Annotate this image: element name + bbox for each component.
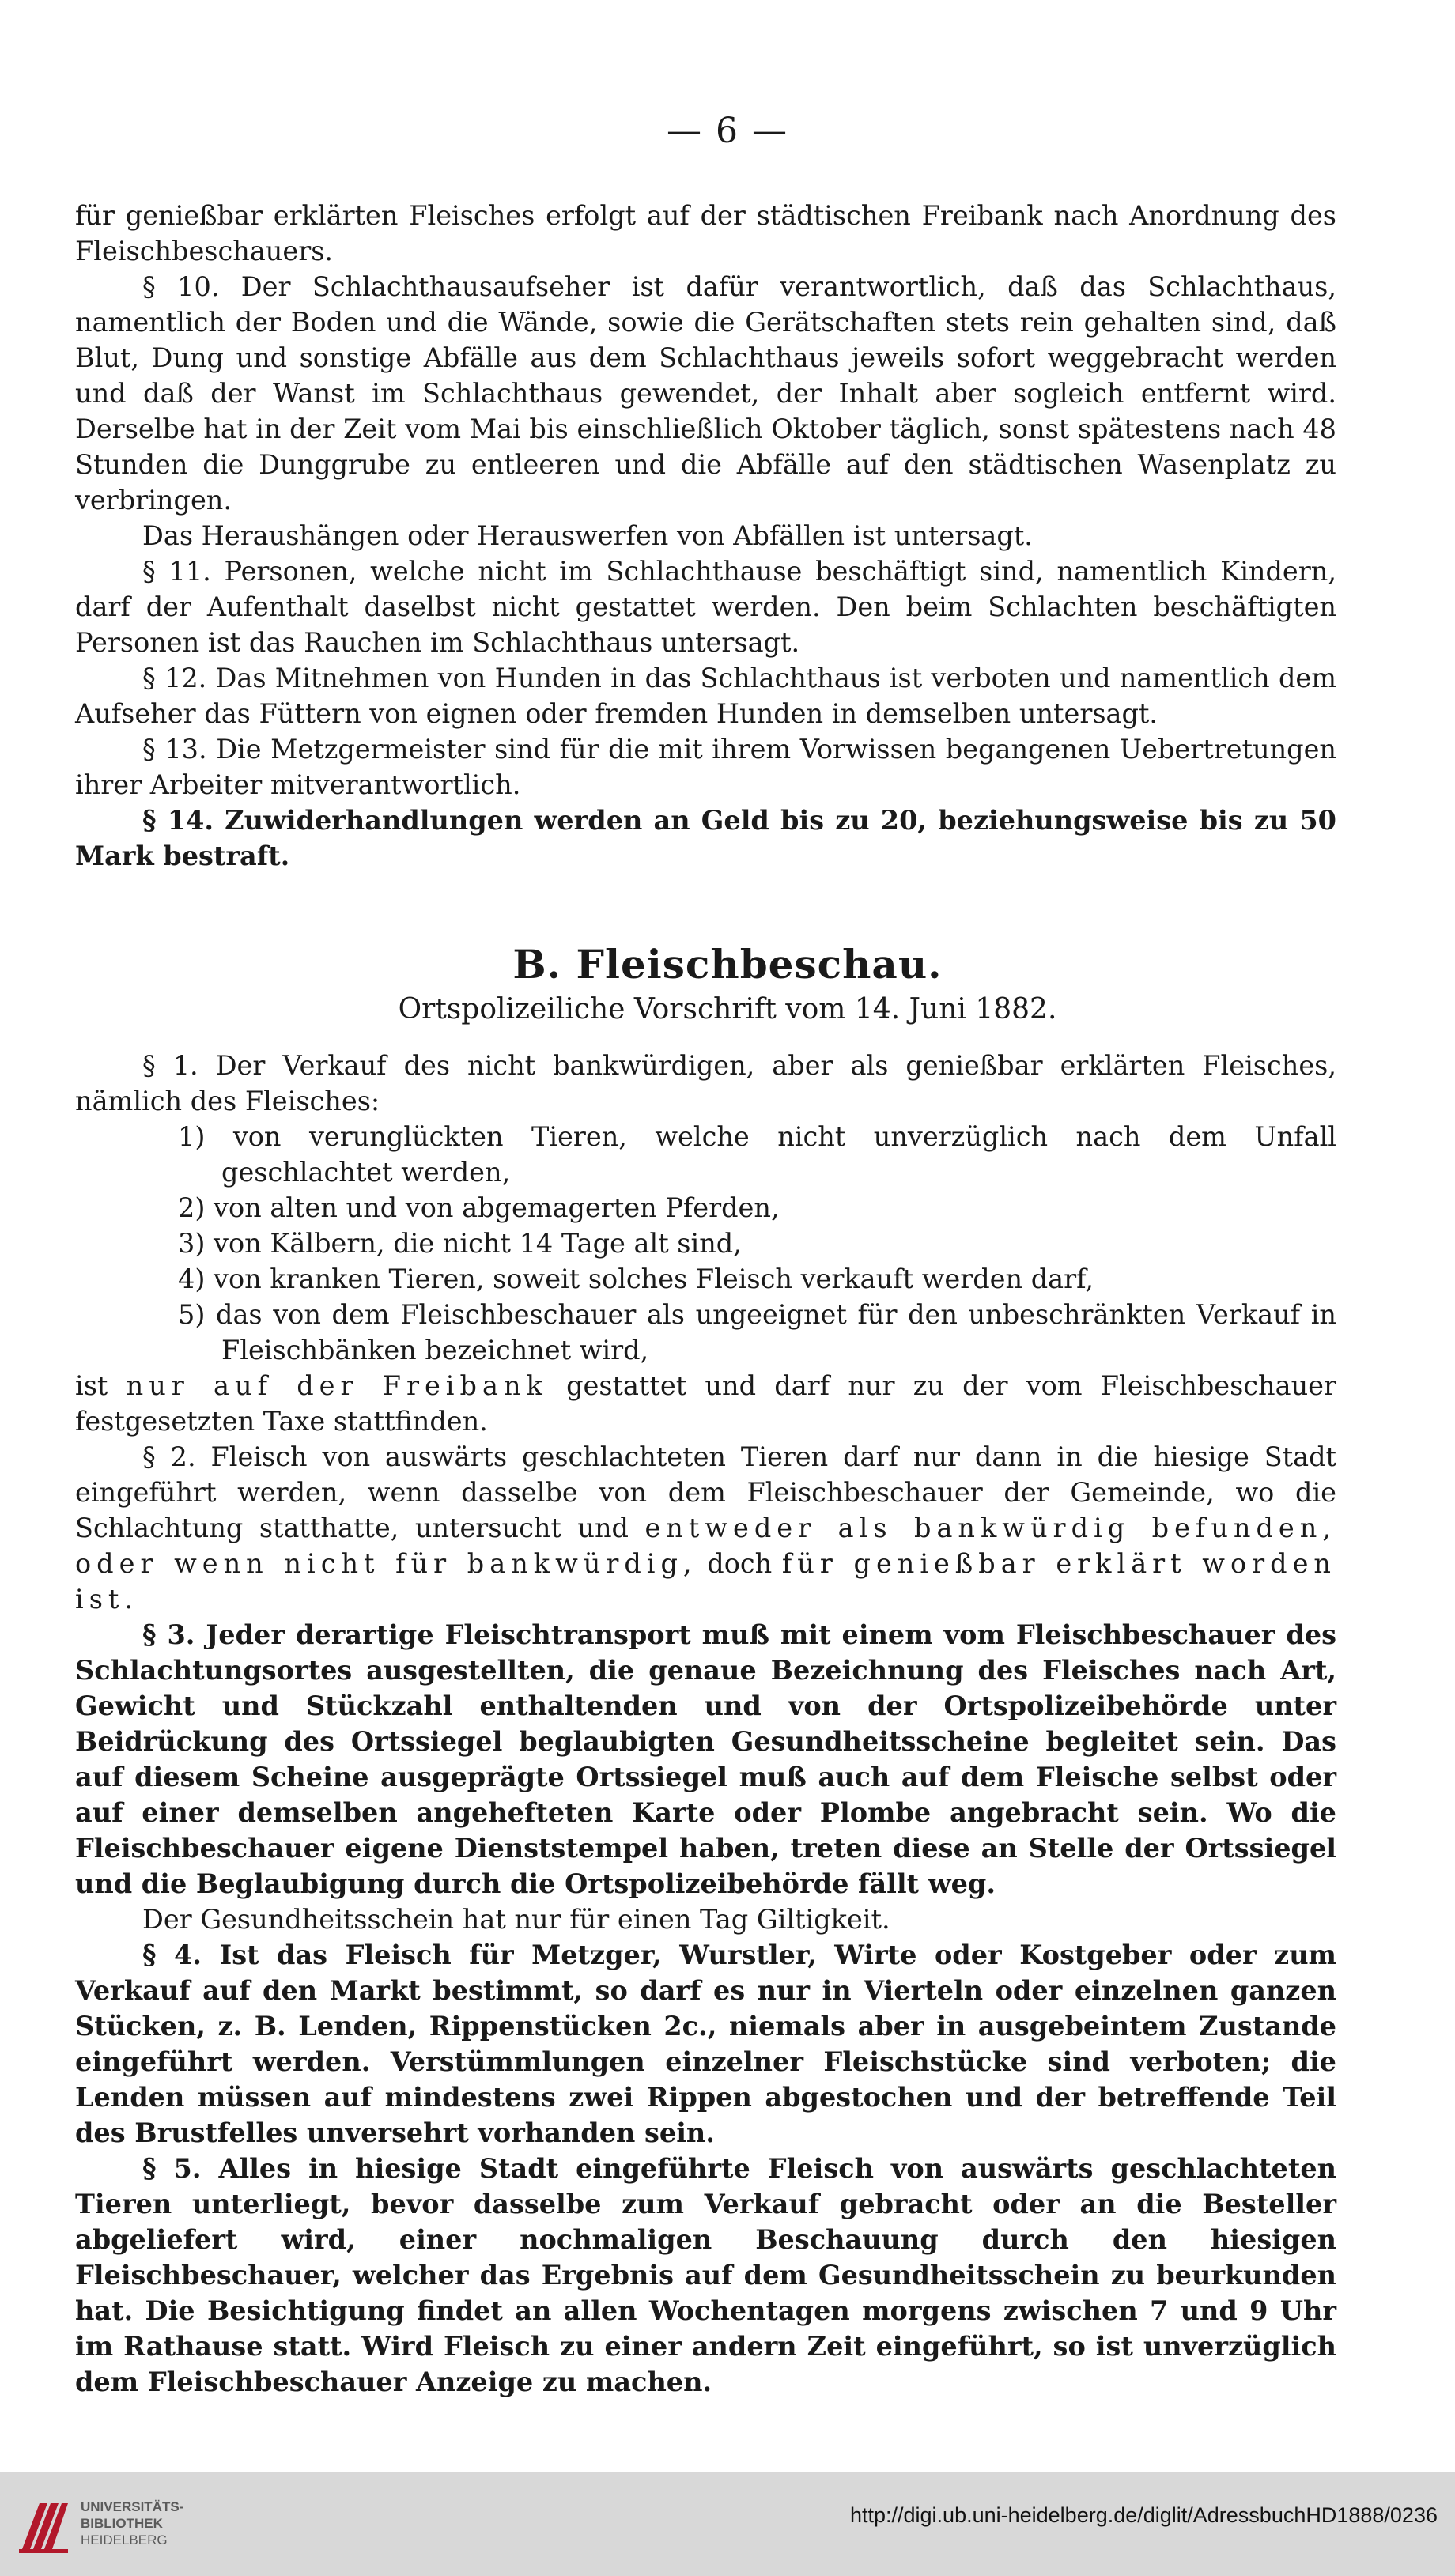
library-name-line: HEIDELBERG <box>81 2533 168 2548</box>
paragraph-b3-b: Der Gesundheitsschein hat nur für einen Tag Giltigkeit. <box>142 1904 890 1935</box>
library-logo-icon <box>16 2494 71 2557</box>
library-name-line: BIBLIOTHEK <box>81 2516 163 2531</box>
paragraph-b2 <box>75 1439 1336 1617</box>
section-b-body <box>75 1048 1336 2400</box>
top-section <box>75 198 1336 874</box>
paragraph-b3: § 3. Jeder derartige Fleischtransport muß mit einem vom Fleischbeschauer des Schlachtungsortes ausgestellten, die genaue Bezeichnung des Fleisches nach Art, Gewicht und Stückzahl enthaltenden und von der Ortspolizeibehörde unter Beidrückung des Ortssiegel beglaubigten Gesundheitsscheine begleitet sein. Das auf diesem Scheine ausgeprägte Ortssiegel muß auch auf dem Fleische selbst oder auf einer demselben angehefteten Karte oder Plombe angebracht sein. Wo die Fleischbeschauer eigene Dienststempel haben, treten diese an Stelle der Ortssiegel und die Beglaubigung durch die Ortspolizeibehörde fällt weg. <box>75 1619 1336 1899</box>
text-run: doch <box>707 1548 773 1579</box>
paragraph-b4: § 4. Ist das Fleisch für Metzger, Wurstler, Wirte oder Kostgeber oder zum Verkauf auf den Markt bestimmt, so darf es nur in Vierteln oder einzelnen ganzen Stücken, z. B. Lenden, Rippenstücken 2c., niemals aber in ausgebeintem Zustande eingeführt werden. Verstümmlungen einzelner Fleischstücke sind verboten; die Lenden müssen auf mindestens zwei Rippen abgestochen und der betreffende Teil des Brustfelles unversehrt vorhanden sein. <box>75 1940 1336 2148</box>
page-number: — 6 — <box>667 111 788 151</box>
paragraph-b1-intro: § 1. Der Verkauf des nicht bankwürdigen, aber als genießbar erklärten Fleisches, nämlich des Fleisches: <box>75 1050 1336 1116</box>
text-run-spaced: entweder als bankwürdig befunden, oder wenn nicht für bankwürdig, <box>75 1513 1336 1579</box>
paragraph-s11: § 11. Personen, welche nicht im Schlachthause beschäftigt sind, namentlich Kindern, darf der Aufenthalt daselbst nicht gestattet werden. Den beim Schlachten beschäftigten Personen ist das Rauchen im Schlachthaus untersagt. <box>75 556 1336 658</box>
text-run: gestattet und darf nur zu der vom Fleischbeschauer festgesetzten Taxe stattfinden. <box>75 1370 1337 1437</box>
paragraph-b5: § 5. Alles in hiesige Stadt eingeführte Fleisch von auswärts geschlachteten Tieren unterliegt, bevor dasselbe zum Verkauf gebracht oder an die Besteller abgeliefert wird, einer nochmaligen Beschauung durch den hiesigen Fleischbeschauer, welcher das Ergebnis auf dem Gesundheitsschein zu beurkunden hat. Die Besichtigung findet an allen Wochentagen morgens zwischen 7 und 9 Uhr im Rathause statt. Wird Fleisch zu einer andern Zeit eingeführt, so ist unverzüglich dem Fleischbeschauer Anzeige zu machen. <box>75 2153 1336 2397</box>
text-run-spaced: nur auf der Freibank <box>126 1370 548 1401</box>
text-run-spaced: für genießbar erklärt worden ist. <box>75 1548 1336 1615</box>
paragraph-s10-b: Das Heraushängen oder Herauswerfen von Abfällen ist untersagt. <box>142 520 1033 551</box>
list-item: 4) von kranken Tieren, soweit solches Fleisch verkauft werden darf, <box>178 1263 1094 1294</box>
paragraph-s14: § 14. Zuwiderhandlungen werden an Geld bis zu 20, beziehungsweise bis zu 50 Mark bestraft. <box>75 805 1336 871</box>
library-name-line: UNIVERSITÄTS- <box>81 2499 184 2514</box>
library-name <box>81 2499 183 2548</box>
list-item: 3) von Kälbern, die nicht 14 Tage alt sind, <box>178 1228 742 1259</box>
source-url-link[interactable]: http://digi.ub.uni-heidelberg.de/diglit/AdressbuchHD1888/0236 <box>849 2503 1438 2527</box>
list-item: 2) von alten und von abgemagerten Pferden, <box>178 1192 780 1223</box>
section-subheading: Ortspolizeiliche Vorschrift vom 14. Juni 1882. <box>398 993 1057 1025</box>
list-item: 1) von verunglückten Tieren, welche nicht unverzüglich nach dem Unfall geschlachtet werden, <box>178 1121 1336 1188</box>
meat-list <box>75 1119 1336 1368</box>
list-item: 5) das von dem Fleischbeschauer als ungeeignet für den unbeschränkten Verkauf in Fleischbänken bezeichnet wird, <box>178 1299 1336 1365</box>
paragraph-continuation: für genießbar erklärten Fleisches erfolgt auf der städtischen Freibank nach Anordnung des Fleischbeschauers. <box>75 200 1336 266</box>
paragraph-s10: § 10. Der Schlachthausaufseher ist dafür verantwortlich, daß das Schlachthaus, namentlich der Boden und die Wände, sowie die Gerätschaften stets rein gehalten sind, daß Blut, Dung und sonstige Abfälle aus dem Schlachthaus jeweils sofort weggebracht werden und daß der Wanst im Schlachthaus gewendet, der Inhalt aber sogleich entfernt wird. Derselbe hat in der Zeit vom Mai bis einschließlich Oktober täglich, sonst spätestens nach 48 Stunden die Dunggrube zu entleeren und die Abfälle auf den städtischen Wasenplatz zu verbringen. <box>75 271 1336 516</box>
text-run: ist <box>75 1370 108 1401</box>
paragraph-s12: § 12. Das Mitnehmen von Hunden in das Schlachthaus ist verboten und namentlich dem Aufseher das Füttern von eignen oder fremden Hunden in demselben untersagt. <box>75 663 1336 729</box>
paragraph-s13: § 13. Die Metzgermeister sind für die mit ihrem Vorwissen begangenen Uebertretungen ihrer Arbeiter mitverantwortlich. <box>75 734 1336 800</box>
text-run: § 2. Fleisch von auswärts geschlachteten Tieren darf nur dann in die hiesige Stadt eingeführt werden, wenn dasselbe von dem Fleischbeschauer der Gemeinde, wo die Schlachtung statthatte, untersucht und <box>75 1441 1336 1543</box>
section-heading: B. Fleischbeschau. <box>512 941 943 988</box>
footer-bar <box>0 2472 1455 2576</box>
paragraph-b1-end <box>75 1368 1336 1439</box>
